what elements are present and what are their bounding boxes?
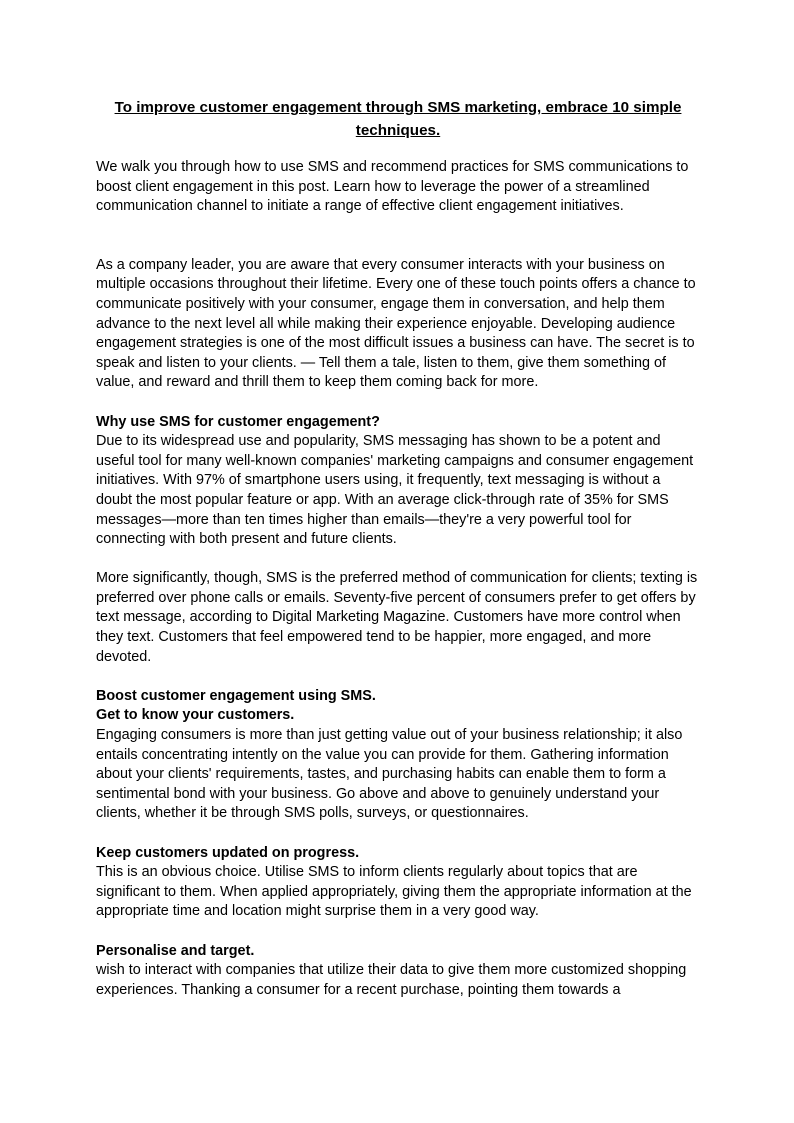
know-customers-paragraph: Engaging consumers is more than just getting value out of your business relationship; it also entails concentrating intently on the value you can provide for them. Gathering information about your clients' requirements, tastes, and purchasing habits can enable them to form a sentimental bond with your business. Go above and above to genuinely understand your clients, whether it be through SMS polls, surveys, or questionnaires. (96, 727, 683, 822)
heading-know-customers: Get to know your customers. (96, 707, 295, 724)
keep-updated-paragraph: This is an obvious choice. Utilise SMS to inform clients regularly about topics that are significant to them. When applied appropriately, giving them the appropriate information at the appropriate time and location might surprise them in a very good way. (96, 864, 692, 920)
heading-boost-engagement: Boost customer engagement using SMS. (96, 687, 376, 704)
spacer (96, 217, 700, 256)
significance-paragraph: More significantly, though, SMS is the preferred method of communication for clients; texting is preferred over phone calls or emails. Seventy-five percent of consumers prefer to get offers by text message, according to Digital Marketing Magazine. Customers have more control when they text. Customers that feel empowered tend to be happier, more engaged, and more devoted. (96, 570, 698, 665)
leader-paragraph: As a company leader, you are aware that every consumer interacts with your business on multiple occasions throughout their lifetime. Every one of these touch points offers a chance to communicate positively with your consumer, engage them in conversation, and help them advance to the next level all while making their experience enjoyable. Developing audience engagement strategies is one of the most difficult issues a business can have. The secret is to speak and listen to your clients. — Tell them a tale, listen to them, give them something of value, and reward and thrill them to keep them coming back for more. (96, 256, 696, 391)
document-page (96, 96, 700, 1000)
intro-paragraph: We walk you through how to use SMS and recommend practices for SMS communications to boost client engagement in this post. Learn how to leverage the power of a streamlined communication channel to initiate a range of effective client engagement initiatives. (96, 159, 689, 215)
spacer (96, 667, 700, 687)
why-sms-paragraph: Due to its widespread use and popularity, SMS messaging has shown to be a potent and useful tool for many well-known companies' marketing campaigns and consumer engagement initiatives. With 97% of smartphone users using, it frequently, text messaging is without a doubt the most popular feature or app. With an average click-through rate of 35% for SMS messages—more than ten times higher than emails—they're a very powerful tool for connecting with both present and future clients. (96, 433, 694, 548)
spacer (96, 550, 700, 570)
heading-why-sms: Why use SMS for customer engagement? (96, 413, 380, 430)
heading-keep-updated: Keep customers updated on progress. (96, 844, 360, 861)
heading-personalise: Personalise and target. (96, 942, 255, 959)
spacer (96, 393, 700, 413)
spacer (96, 922, 700, 942)
spacer (96, 824, 700, 844)
document-title: To improve customer engagement through SMS marketing, embrace 10 simple techniques. (114, 99, 682, 139)
personalise-paragraph: wish to interact with companies that utilize their data to give them more customized shopping experiences. Thanking a consumer for a recent purchase, pointing them towards a (96, 962, 687, 998)
